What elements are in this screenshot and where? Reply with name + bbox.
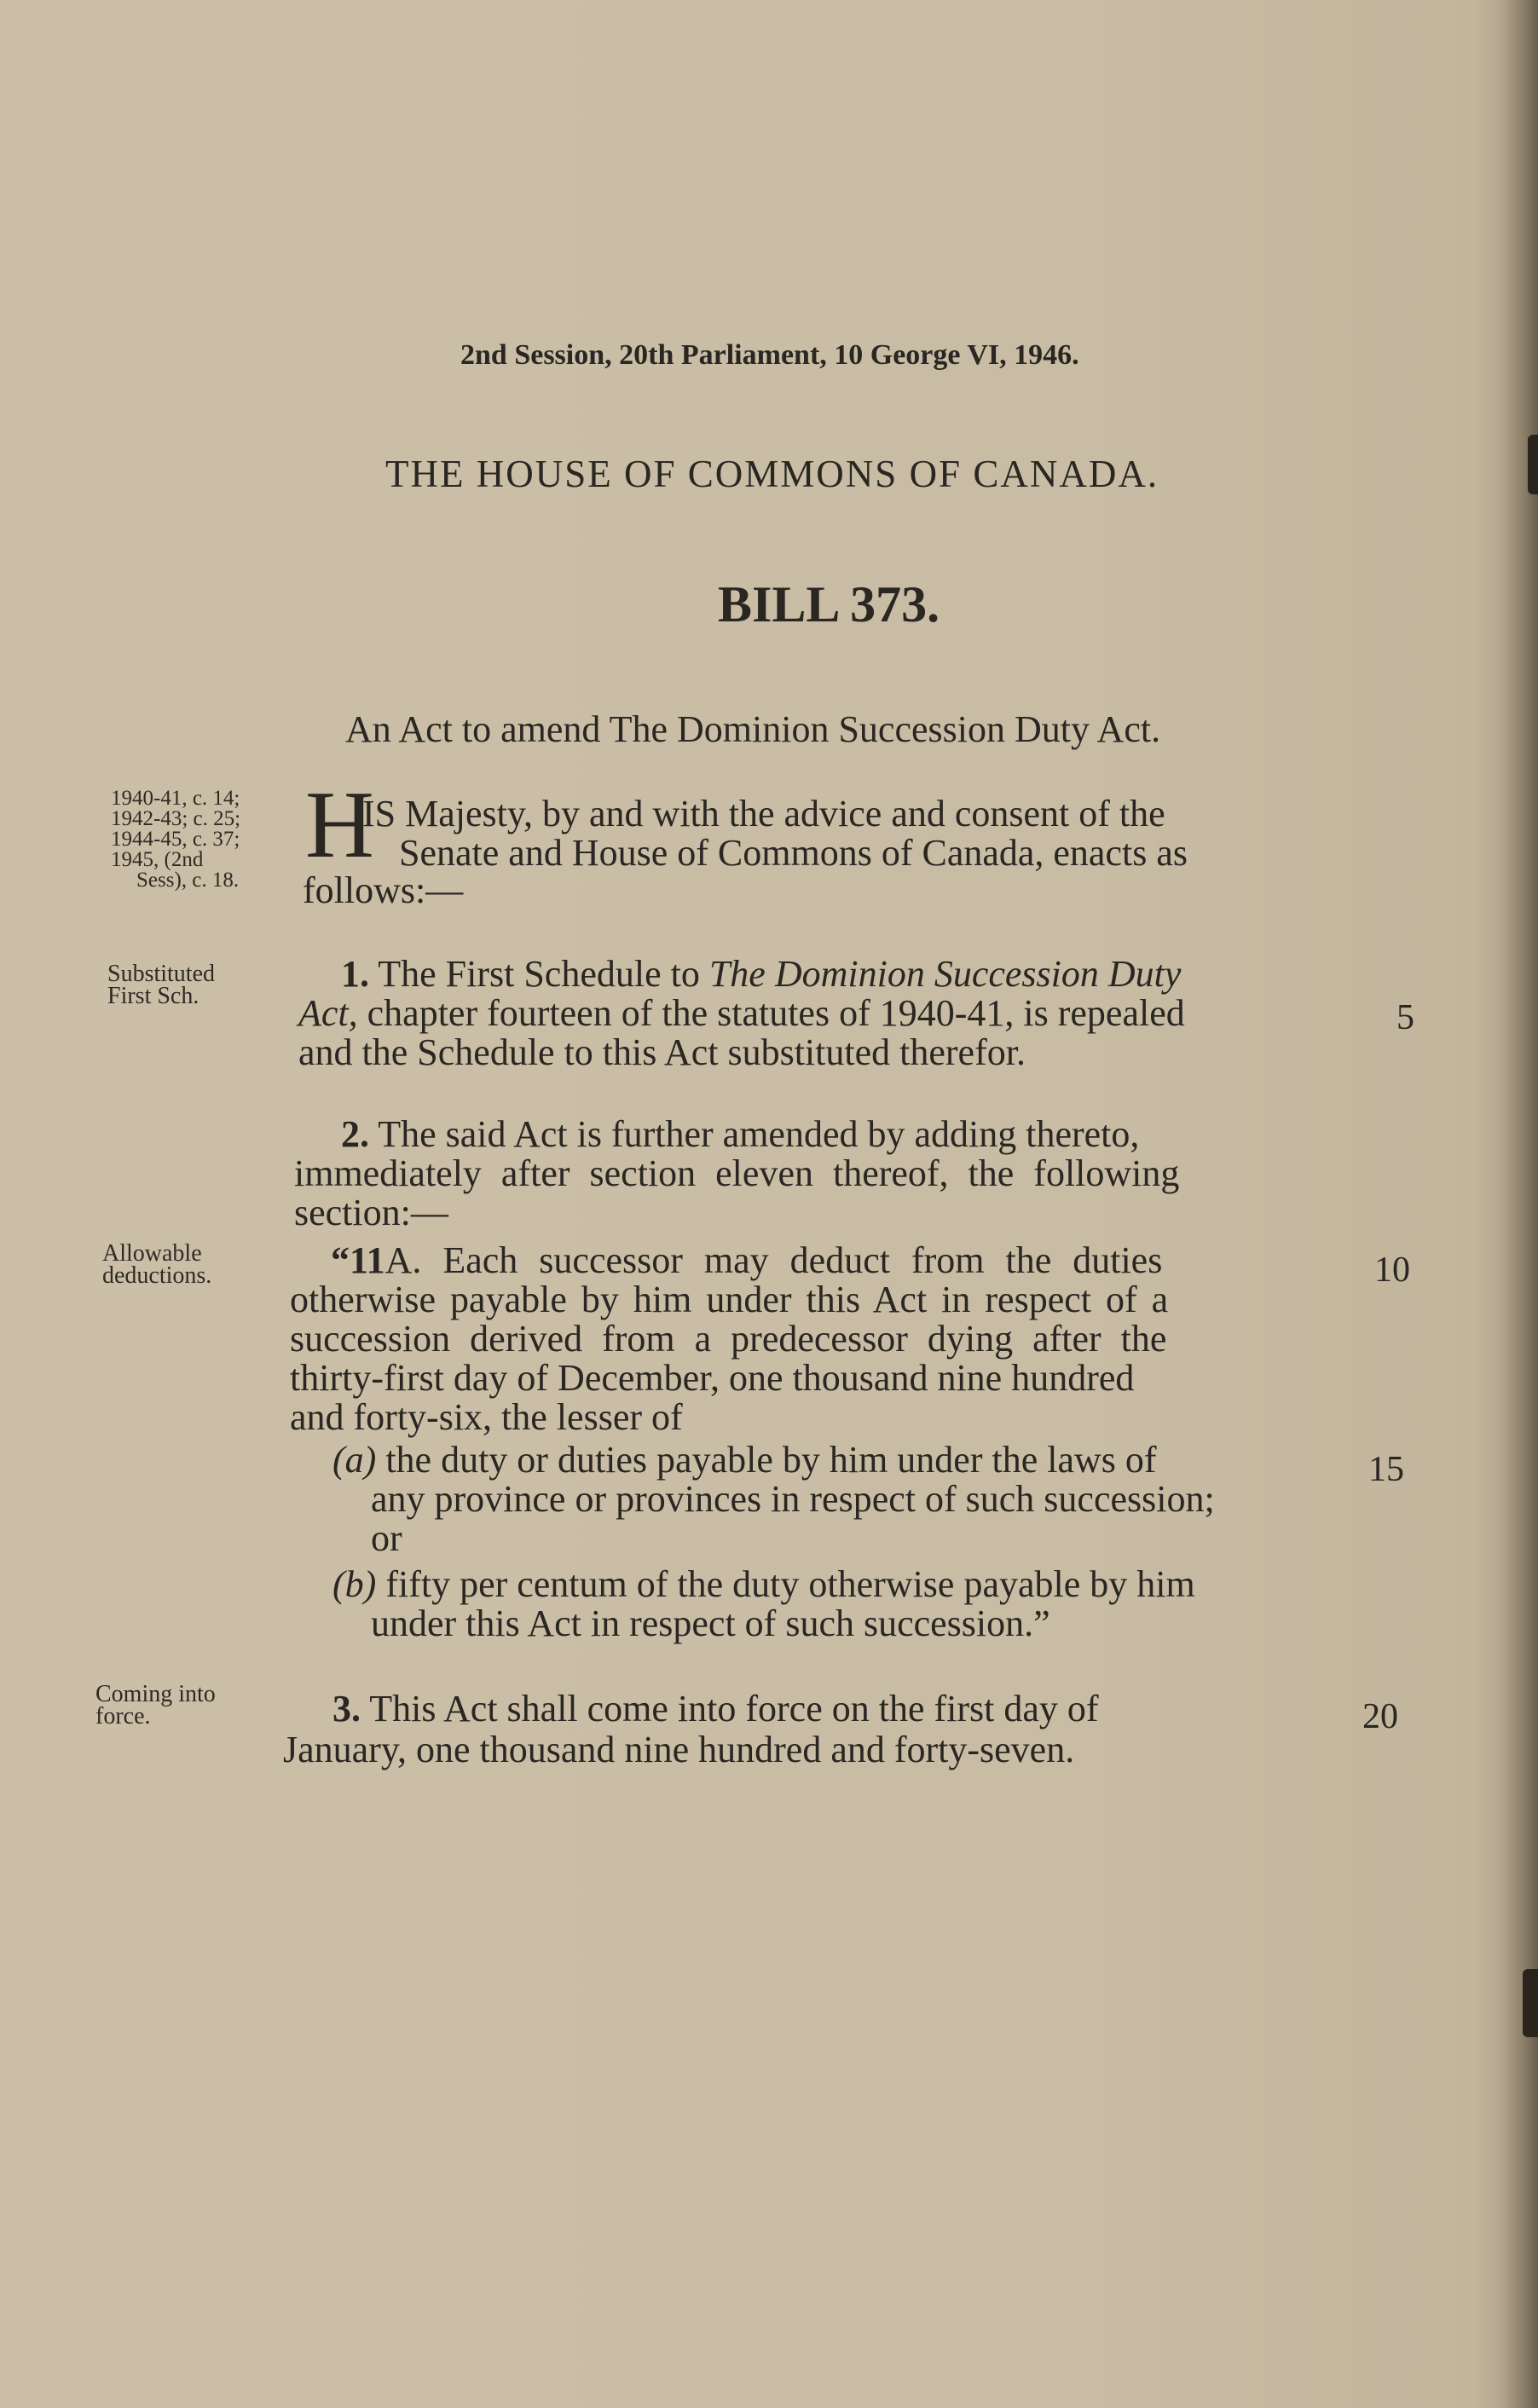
paragraph-a-line-2: any province or provinces in respect of such succession; xyxy=(371,1478,1215,1520)
margin-note-line: Allowable xyxy=(102,1240,202,1267)
enacting-line-2: Senate and House of Commons of Canada, enacts as xyxy=(399,832,1188,874)
section-11a-line-2: otherwise payable by him under this Act in respect of a xyxy=(290,1279,1169,1320)
section-number: 3. xyxy=(332,1688,361,1729)
section-1-line-2 xyxy=(298,994,1185,1033)
paragraph-a-line-1 xyxy=(332,1441,1157,1480)
section-number: 1. xyxy=(341,953,369,995)
line-number: 5 xyxy=(1396,998,1414,1037)
section-text: The First Schedule to xyxy=(378,953,700,995)
act-name-italic: The Dominion Succession Duty xyxy=(708,953,1182,995)
section-3-line-1 xyxy=(332,1689,1099,1729)
section-letter: A. xyxy=(384,1239,422,1281)
paragraph-label: (b) xyxy=(332,1563,377,1605)
bill-number: BILL 373. xyxy=(718,576,940,632)
binding-mark xyxy=(1528,435,1538,494)
section-11a-line-4: thirty-first day of December, one thousand nine hundred xyxy=(290,1357,1135,1399)
margin-note-line: deductions. xyxy=(102,1262,212,1289)
citation-note xyxy=(111,788,240,891)
paragraph-b-line-2: under this Act in respect of such succession.” xyxy=(371,1602,1050,1644)
citation-line: 1944-45, c. 37; xyxy=(111,828,240,851)
citation-line: 1942-43; c. 25; xyxy=(111,807,241,830)
margin-note-line: Coming into xyxy=(95,1681,216,1707)
line-number: 15 xyxy=(1368,1450,1404,1489)
section-text: chapter fourteen of the statutes of 1940-41, is repealed xyxy=(367,992,1185,1034)
section-11a-line-1 xyxy=(331,1241,1162,1280)
act-title: An Act to amend The Dominion Succession Duty Act. xyxy=(345,708,1161,750)
margin-note-line: force. xyxy=(95,1703,151,1729)
citation-line: 1940-41, c. 14; xyxy=(111,787,240,810)
section-number: “11 xyxy=(331,1239,385,1281)
paragraph-b-line-1 xyxy=(332,1565,1195,1604)
enacting-line-3: follows:— xyxy=(303,869,464,911)
house-title: THE HOUSE OF COMMONS OF CANADA. xyxy=(385,453,1159,495)
page-edge-shadow xyxy=(1502,0,1538,2408)
paragraph-text: the duty or duties payable by him under the laws of xyxy=(385,1439,1157,1481)
paragraph-text: fifty per centum of the duty otherwise payable by him xyxy=(385,1563,1195,1605)
section-2-line-1 xyxy=(341,1115,1139,1154)
section-2-line-2: immediately after section eleven thereof, the following xyxy=(294,1152,1180,1194)
section-3-line-2: January, one thousand nine hundred and forty-seven. xyxy=(283,1729,1075,1770)
paragraph-a-line-3: or xyxy=(371,1517,402,1559)
section-1-line-1 xyxy=(341,955,1181,994)
section-text: This Act shall come into force on the first day of xyxy=(369,1688,1099,1729)
margin-note-coming xyxy=(95,1683,216,1728)
enacting-line-1: IS Majesty, by and with the advice and consent of the xyxy=(362,793,1165,834)
section-text: Each successor may deduct from the duties xyxy=(442,1239,1163,1281)
act-name-italic: Act, xyxy=(298,992,358,1034)
section-1-line-3: and the Schedule to this Act substituted therefor. xyxy=(298,1031,1026,1073)
session-line: 2nd Session, 20th Parliament, 10 George VI, 1946. xyxy=(460,339,1079,371)
line-number: 20 xyxy=(1362,1697,1398,1736)
margin-note-allowable xyxy=(102,1240,212,1289)
citation-line: 1945, (2nd xyxy=(111,848,204,871)
margin-note-line: First Sch. xyxy=(107,983,199,1009)
binding-mark xyxy=(1523,1969,1538,2037)
line-number: 10 xyxy=(1374,1250,1410,1290)
section-text: The said Act is further amended by adding thereto, xyxy=(378,1113,1140,1155)
margin-note-substituted xyxy=(107,963,215,1008)
margin-note-line: Substituted xyxy=(107,961,216,987)
section-11a-line-5: and forty-six, the lesser of xyxy=(290,1396,683,1438)
dropcap-letter: H xyxy=(305,772,374,878)
citation-line: Sess), c. 18. xyxy=(136,869,240,892)
paragraph-label: (a) xyxy=(332,1439,377,1481)
section-2-line-3: section:— xyxy=(294,1192,448,1233)
section-11a-line-3: succession derived from a predecessor dying after the xyxy=(290,1318,1167,1360)
section-number: 2. xyxy=(341,1113,369,1155)
